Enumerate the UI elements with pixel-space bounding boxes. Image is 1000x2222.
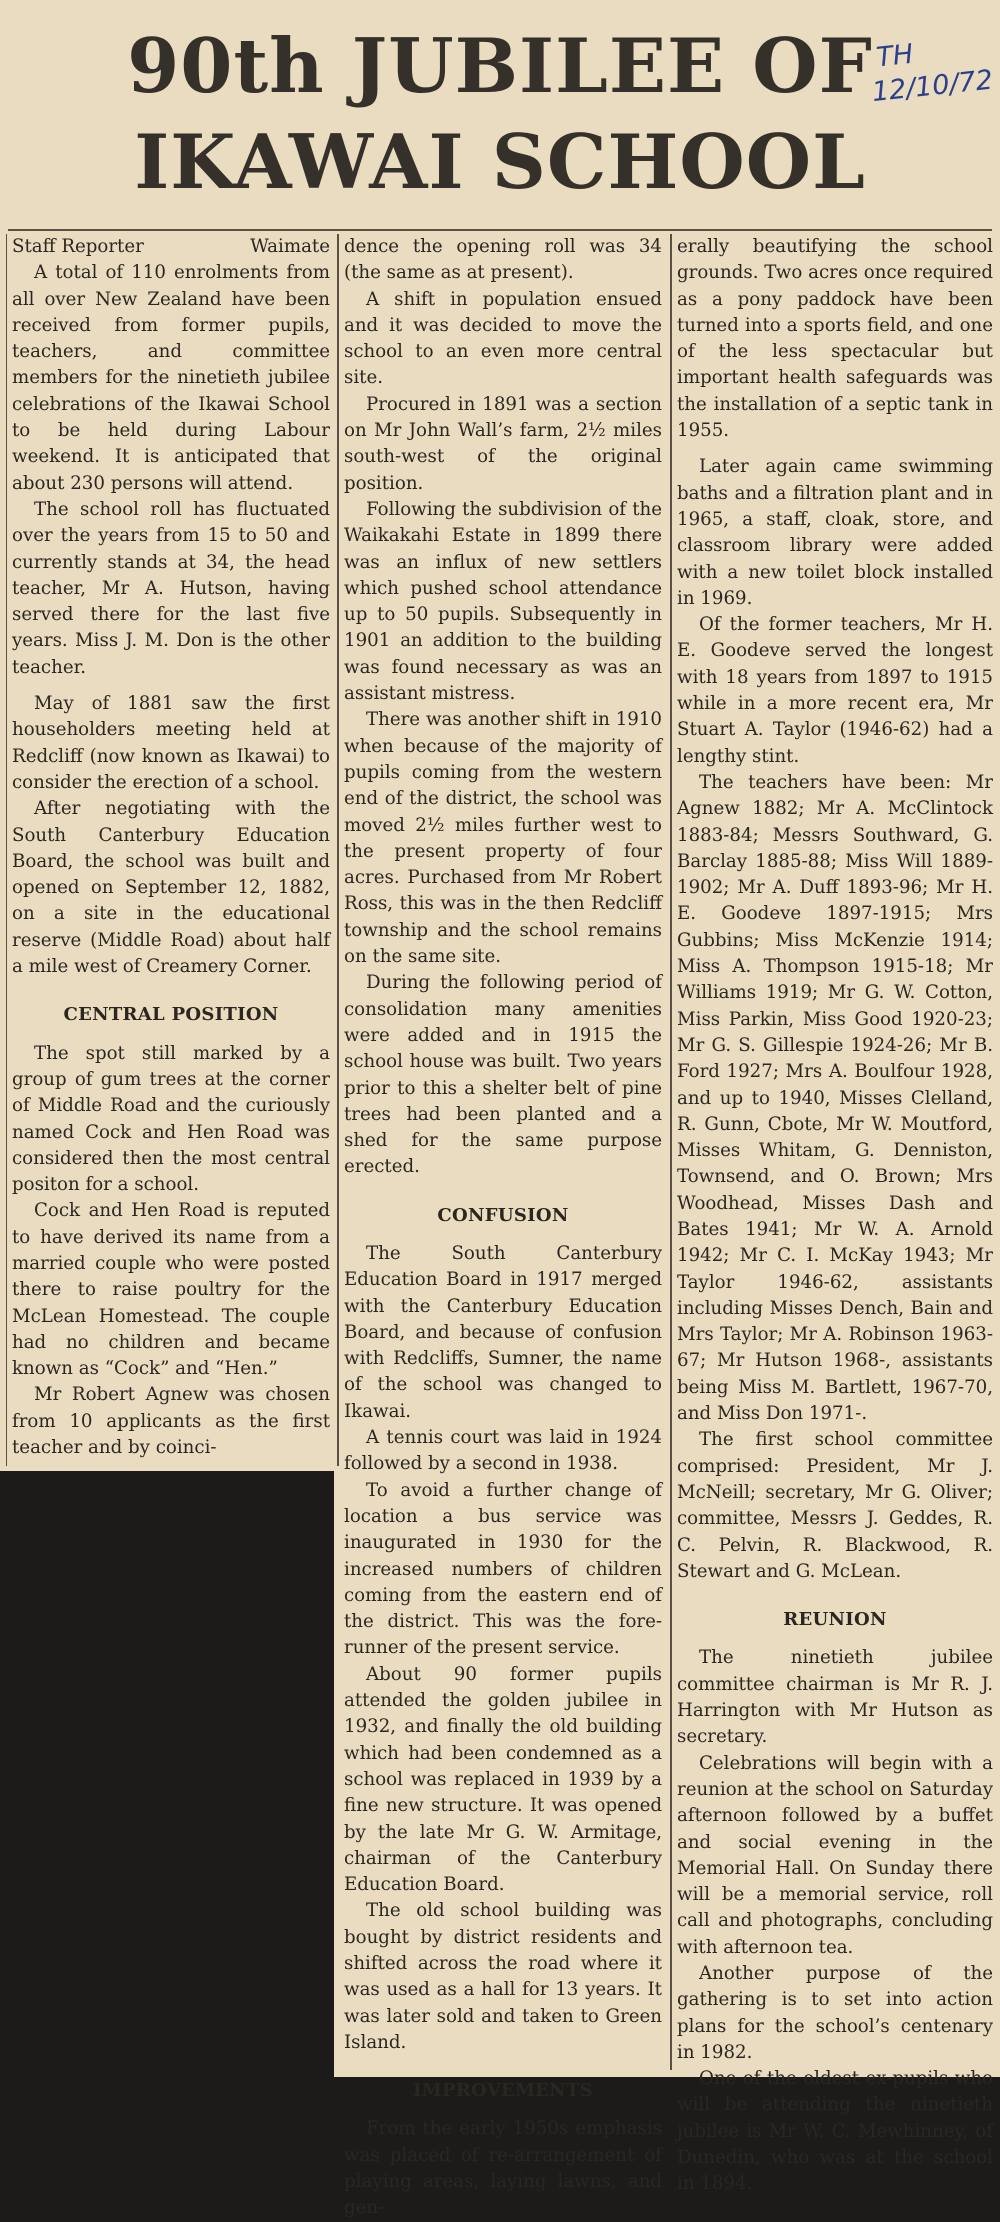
paragraph: Another purpose of the gathering is to set into action plans for the school’s centenary in 1982. [677,1963,993,2063]
headline-rule [8,229,992,231]
subheading: CONFUSION [437,1204,569,1226]
paragraph: Of the former teachers, Mr H. E. Goodeve served the longest with 18 years from 1897 to 1915 while in a more recent era, Mr Stuart A. Taylor (1946-62) had a lengthy stint. [677,614,993,767]
subheading: CENTRAL POSITION [63,1004,279,1026]
annotation-initials: TH [874,38,915,74]
paragraph: The ninetieth jubilee committee chairman is Mr R. J. Harrington with Mr Hutson as secretary. [677,1647,993,1748]
paragraph: A shift in population ensued and it was decided to move the school to an even more central site. [344,288,662,389]
paragraph: Procured in 1891 was a section on Mr John Wall’s farm, 2½ miles south-west of the original position. [344,393,662,494]
article-column-2 [344,234,662,2222]
paragraph: Mr Robert Agnew was chosen from 10 applicants as the first teacher and by coinci- [12,1384,330,1459]
paragraph: A total of 110 enrolments from all over New Zealand have been received from former pupils, teachers, and committee members for the ninetieth jubilee celebrations of the Ikawai School to be held during Labour weekend. It is anticipated that about 230 persons will attend. [12,262,330,494]
byline-place: Waimate [250,236,330,257]
paragraph: The school roll has fluctuated over the years from 15 to 50 and currently stands at 34, the head teacher, Mr A. Hutson, having served there for the last five years. Miss J. M. Don is the other teacher. [12,498,330,678]
paragraph: The old school building was bought by district residents and shifted across the road where it was used as a hall for 13 years. It was later sold and taken to Green Island. [344,1900,662,2053]
column-rule-left [337,234,339,1466]
paragraph: Cock and Hen Road is reputed to have derived its name from a married couple who were posted there to raise poultry for the McLean Homestead. The couple had no children and became known as “Cock” and “Hen.” [12,1200,330,1380]
subheading: IMPROVEMENTS [413,2080,593,2102]
paragraph: About 90 former pupils attended the golden jubilee in 1932, and finally the old building which had been condemned as a school was replaced in 1939 by a fine new structure. It was opened by the late Mr G. W. Armitage, chairman of the Canterbury Education Board. [344,1663,662,1896]
article-column-3 [677,234,993,2198]
byline [12,234,330,260]
paragraph: During the following period of consolidation many amenities were added and in 1915 the school house was built. Two years prior to this a shelter belt of pine trees had been planted and a shed for the same purpose erected. [344,972,662,1178]
handwritten-annotation [867,30,993,110]
paragraph: There was another shift in 1910 when because of the majority of pupils coming from the western end of the district, the school was moved 2½ miles further west to the present property of four acres. Purchased from Mr Robert Ross, this was in the then Redcliff township and the school remains on the same site. [344,709,662,968]
headline-line-2: IKAWAI SCHOOL [134,118,866,206]
article-column-1 [12,234,330,1461]
paragraph: The first school committee comprised: President, Mr J. McNeill; secretary, Mr G. Oliver; committee, Messrs J. Geddes, R. C. Pelvin, R. Blackwood, R. Stewart and G. McLean. [677,1429,993,1582]
paragraph: May of 1881 saw the first householders meeting held at Redcliff (now known as Ikawai) to consider the erection of a school. [12,693,330,793]
paragraph: erally beautifying the school grounds. Two acres once required as a pony paddock have been turned into a sports field, and one of the less spectacular but important health safeguards was the installation of a septic tank in 1955. [677,236,993,442]
paragraph: A tennis court was laid in 1924 followed by a second in 1938. [344,1427,662,1475]
annotation-date: 12/10/72 [870,64,995,109]
paragraph: The South Canterbury Education Board in 1917 merged with the Canterbury Education Board, and because of confusion with Redcliffs, Sumner, the name of the school was changed to Ikawai. [344,1242,662,1422]
paragraph: The teachers have been: Mr Agnew 1882; Mr A. McClintock 1883-84; Messrs Southward, G. Barclay 1885-88; Miss Will 1889-1902; Mr A. Duff 1893-96; Mr H. E. Goodeve 1897-1915; Mrs Gubbins; Miss McKenzie 1914; Miss A. Thompson 1915-18; Mr Williams 1919; Mr G. W. Cotton, Miss Parkin, Miss Good 1920-23; Mr G. S. Gillespie 1924-26; Mr B. Ford 1927; Mrs A. Boulfour 1928, and up to 1940, Misses Clelland, R. Gunn, Cbote, Mr W. Moutford, Misses Whitam, G. Denniston, Townsend, and O. Brown; Mrs Woodhead, Misses Dash and Bates 1941; Mr W. A. Arnold 1942; Mr C. I. McKay 1943; Mr Taylor 1946-62, assistants including Misses Dench, Bain and Mrs Taylor; Mr A. Robinson 1963-67; Mr Hutson 1968-, assistants being Miss M. Bartlett, 1967-70, and Miss Don 1971-. [677,771,993,1425]
paragraph: The spot still marked by a group of gum trees at the corner of Middle Road and the curiously named Cock and Hen Road was considered then the most central positon for a school. [12,1042,330,1196]
paragraph: To avoid a further change of location a bus service was inaugurated in 1930 for the increased numbers of children coming from the eastern end of the district. This was the fore-runner of the present service. [344,1479,662,1659]
paragraph: Later again came swimming baths and a filtration plant and in 1965, a staff, cloak, store, and classroom library were added with a new toilet block installed in 1969. [677,456,993,609]
headline [0,18,1000,210]
paragraph: After negotiating with the South Canterbury Education Board, the school was built and opened on September 12, 1882, on a site in the educational reserve (Middle Road) about half a mile west of Creamery Corner. [12,798,330,978]
paragraph: dence the opening roll was 34 (the same as at present). [344,236,662,284]
byline-author: Staff Reporter [12,236,144,257]
column-rule-right [670,234,672,2070]
paragraph: Celebrations will begin with a reunion at the school on Saturday afternoon followed by a buffet and social evening in the Memorial Hall. On Sunday there will be a memorial service, roll call and photographs, concluding with afternoon tea. [677,1752,993,1958]
paragraph: One of the oldest ex-pupils who will be attending the ninetieth jubilee is Mr W. C. Mewhinney, of Dunedin, who was at the school in 1894. [677,2068,993,2195]
column-rule-outer [6,234,7,1466]
subheading: REUNION [783,1609,887,1631]
paragraph: Following the subdivision of the Waikakahi Estate in 1899 there was an influx of new settlers which pushed school attendance up to 50 pupils. Subsequently in 1901 an addition to the building was found necessary as was an assistant mistress. [344,498,662,705]
paragraph: From the early 1950s emphasis was placed of re-arrangement of playing areas, laying lawns, and gen- [344,2118,662,2219]
headline-line-1: 90th JUBILEE OF [127,22,873,110]
